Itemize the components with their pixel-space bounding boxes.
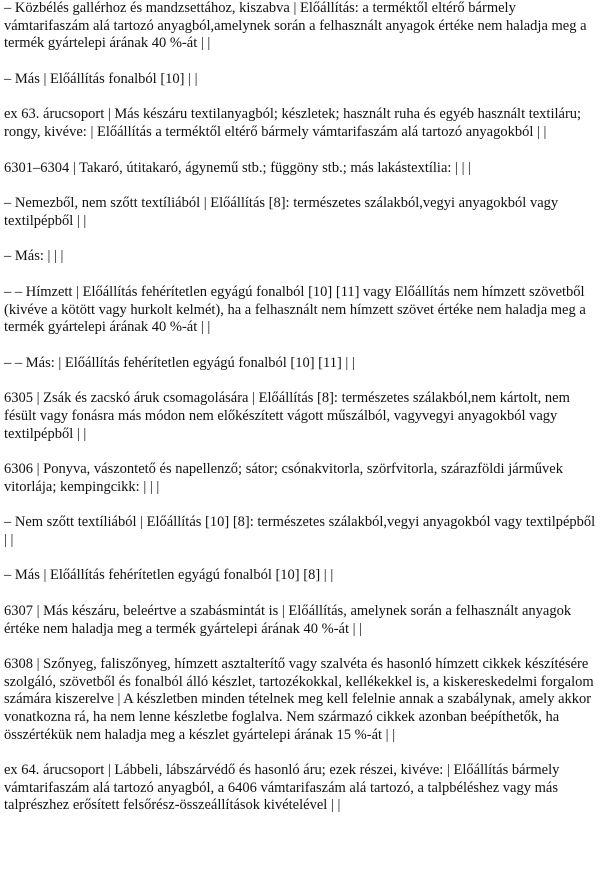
- paragraph-6306: 6306 | Ponyva, vászontető és napellenző; sátor; csónakvitorla, szörfvitorla, szárazföldi járművek vitorlája; kempingcikk: | | |: [4, 461, 563, 495]
- paragraph-mas-feheritetlen-8: – Más | Előállítás fehérítetlen egyágú fonalból [10] [8] | |: [4, 567, 334, 584]
- paragraph-6307: 6307 | Más készáru, beleértve a szabásmintát is | Előállítás, amelynek során a felhasznált anyagok értéke nem haladja meg a termék gyártelepi árának 40 %-át | |: [4, 603, 572, 637]
- paragraph-mas-feheritetlen: – – Más: | Előállítás fehérítetlen egyágú fonalból [10] [11] | |: [4, 354, 355, 371]
- paragraph-himzett: – – Hímzett | Előállítás fehérítetlen egyágú fonalból [10] [11] vagy Előállítás nem hímzett szövetből (kivéve a kötött vagy hurkolt kelmét), ha a felhasznált nem hímzett szövet értéke nem haladja meg a termék gyártelepi árának 40 %-át | |: [4, 283, 586, 336]
- paragraph-6305: 6305 | Zsák és zacskó áruk csomagolására | Előállítás [8]: természetes szálakból,nem kártolt, nem fésült vagy fonásra más módon nem előkészített vágott műszálból, vagyvegyi anyagokból vagy textilpépből | |: [4, 390, 570, 442]
- paragraph-nemezbol: – Nemezből, nem szőtt textíliából | Előállítás [8]: természetes szálakból,vegyi anyagokból vagy textilpépből | |: [4, 195, 559, 229]
- paragraph-nem-szott: – Nem szőtt textíliából | Előállítás [10] [8]: természetes szálakból,vegyi anyagokból vagy textilpépből | |: [4, 514, 596, 548]
- paragraph-ex-64: ex 64. árucsoport | Lábbeli, lábszárvédő és hasonló áru; ezek részei, kivéve: | Előállítás bármely vámtarifaszám alá tartozó anyagból, a 6406 vámtarifaszám alá tartozó, a talpbéléshez vagy más talprészhez erősített felsőrész-összeállítások kivételével | |: [4, 762, 560, 814]
- paragraph-ex-63: ex 63. árucsoport | Más készáru textilanyagból; készletek; használt ruha és egyéb használt textiláru; rongy, kivéve: | Előállítás a terméktől eltérő bármely vámtarifaszám alá tartozó anyagokból | |: [4, 106, 582, 140]
- paragraph-kozbeles: – Közbélés gallérhoz és mandzsettához, kiszabva | Előállítás: a terméktől eltérő bármely vámtarifaszám alá tartozó anyagból,amelynek során a felhasznált anyagok értéke nem haladja meg a termék gyártelepi árának 40 %-át | |: [4, 0, 587, 52]
- paragraph-6301-6304: 6301–6304 | Takaró, útitakaró, ágynemű stb.; függöny stb.; más lakástextília: | | |: [4, 159, 472, 176]
- paragraph-mas-fonalbol: – Más | Előállítás fonalból [10] | |: [4, 70, 198, 87]
- paragraph-mas: – Más: | | |: [4, 248, 64, 265]
- paragraph-6308: 6308 | Szőnyeg, faliszőnyeg, hímzett asztalterítő vagy szalvéta és hasonló hímzett cikkek készítésére szolgáló, szövetből és fonalból álló készlet, tartozékokkal, kellékekkel is, a kiskereskedelmi forgalom számára kiszerelve | A készletben minden tételnek meg kell felelnie annak a szabálynak, amely akkor vonatkozna rá, ha nem lenne készletbe foglalva. Nem származó cikkek azonban beépíthetők, ha összértékük nem haladja meg a készlet gyártelepi árának 15 %-át | |: [4, 656, 594, 743]
